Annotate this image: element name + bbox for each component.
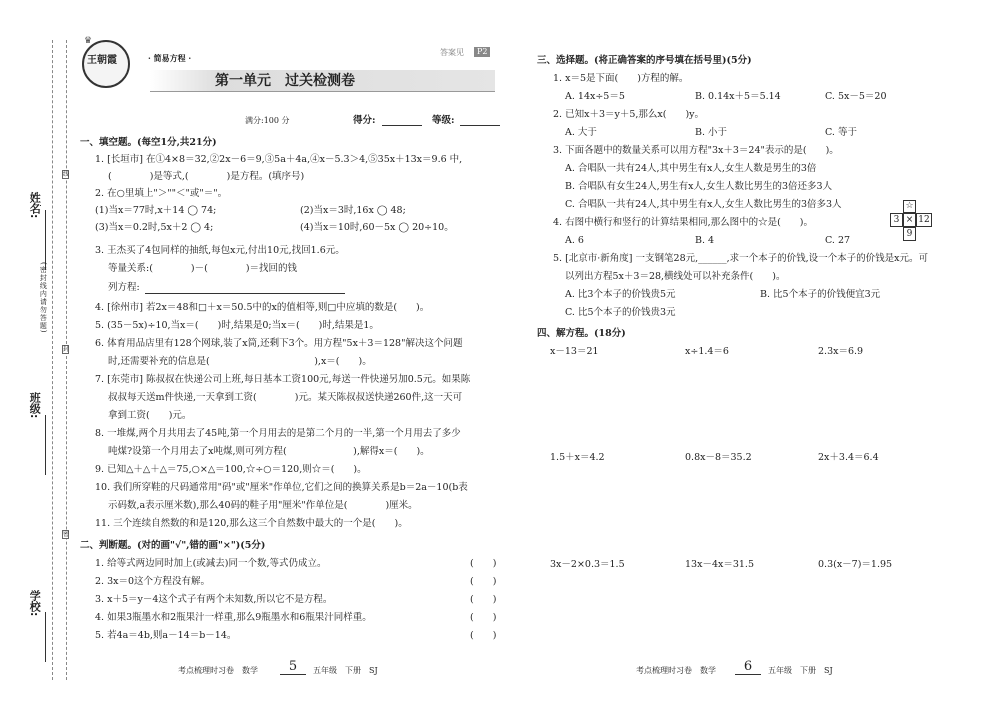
q6-line2: 时,还需要补充的信息是( ),x＝( )。 xyxy=(108,356,372,367)
section1-title: 一、填空题。(每空1分,共21分) xyxy=(80,137,217,148)
q3-relation: 等量关系:( )－( )＝找回的钱 xyxy=(108,263,298,274)
mc-q2-option-c: C. 等于 xyxy=(825,127,857,138)
q6-line1: 6. 体育用品店里有128个网球,装了x筒,还剩下3个。用方程"5x＋3＝128"解决这个问题 xyxy=(95,338,463,349)
equation-9: 0.3(x－7)＝1.95 xyxy=(818,559,893,570)
equation-5: 0.8x－8＝35.2 xyxy=(685,452,752,463)
equation-7: 3x－2×0.3＝1.5 xyxy=(550,559,625,570)
cut-line-outer xyxy=(52,40,53,680)
judge-item-4: 4. 如果3瓶墨水和2瓶果汁一样重,那么9瓶墨水和6瓶果汁同样重。 xyxy=(95,612,372,623)
section4-title: 四、解方程。(18分) xyxy=(537,328,626,339)
mc-q1-option-b: B. 0.14x＋5＝5.14 xyxy=(695,91,781,102)
footer-right-text: 考点梳理时习卷 数学 xyxy=(636,666,716,675)
star-icon: ☆ xyxy=(903,200,916,213)
equation-8: 13x－4x＝31.5 xyxy=(685,559,755,570)
judge-answer-3[interactable]: ( ) xyxy=(470,594,497,605)
q2: 2. 在○里填上"＞""＜"或"＝"。 xyxy=(95,188,228,199)
score-full: 满分:100 分 xyxy=(245,116,290,125)
q3: 3. 王杰买了4包同样的抽纸,每包x元,付出10元,找回1.6元。 xyxy=(95,245,345,256)
q8-line2: 吨煤?设第一个月用去了x吨煤,则可列方程( ),解得x＝( )。 xyxy=(108,446,430,457)
mc-q3: 3. 下面各题中的数量关系可以用方程"3x＋3＝24"表示的是( )。 xyxy=(553,145,839,156)
mc-q1-option-c: C. 5x－5＝20 xyxy=(825,91,887,102)
page-number-left: 5 xyxy=(280,659,306,675)
q7-line2: 叔叔每天送m件快递,一天拿到工资( )元。某天陈叔叔送快递260件,这一天可 xyxy=(108,392,463,403)
mc-q2-option-a: A. 大于 xyxy=(565,127,597,138)
mc-q5-line2: 以列出方程5x＋3＝28,横线处可以补充条件( )。 xyxy=(565,271,786,282)
score-label: 得分: xyxy=(353,115,376,126)
grade-label: 等级: xyxy=(432,115,455,126)
q2-item1: (1)当x＝77时,x＋14 ◯ 74; xyxy=(95,205,217,216)
answer-page-badge: P2 xyxy=(474,47,490,57)
equation-6: 2x＋3.4＝6.4 xyxy=(818,452,879,463)
mc-q2-option-b: B. 小于 xyxy=(695,127,728,138)
footer-right-grade: 五年级 下册 SJ xyxy=(768,666,833,675)
judge-answer-5[interactable]: ( ) xyxy=(470,630,497,641)
q7-line3: 拿到工资( )元。 xyxy=(108,410,192,421)
judge-answer-4[interactable]: ( ) xyxy=(470,612,497,623)
section2-title: 二、判断题。(对的画"√",错的画"×")(5分) xyxy=(80,540,266,551)
mc-q1-option-a: A. 14x÷5＝5 xyxy=(565,91,625,102)
footer-left-grade: 五年级 下册 SJ xyxy=(313,666,378,675)
binding-tick: 线 xyxy=(63,171,70,178)
mc-q3-option-c: C. 合唱队一共有24人,其中男生有x人,女生人数比男生的3倍多3人 xyxy=(565,199,842,210)
judge-item-2: 2. 3x＝0这个方程没有解。 xyxy=(95,576,211,587)
q10-line1: 10. 我们所穿鞋的尺码通常用"码"或"厘米"作单位,它们之间的换算关系是b＝2a－10(b表 xyxy=(95,482,468,493)
q4: 4. [徐州市] 若2x＝48和□＋x＝50.5中的x的值相等,则□中应填的数是( )。 xyxy=(95,302,430,313)
mc-q4-option-c: C. 27 xyxy=(825,235,851,246)
binding-tick: 密 xyxy=(63,531,70,538)
q1-line1: 1. [长垣市] 在①4×8＝32,②2x－6＝9,③5a＋4a,④x－5.3＞4,⑤35x＋13x＝9.6 中, xyxy=(95,154,463,165)
q7-line1: 7. [东莞市] 陈叔叔在快递公司上班,每日基本工资100元,每送一件快递另加0.5元。如果陈 xyxy=(95,374,471,385)
q9: 9. 已知△＋△＋△＝75,○×△＝100,☆÷○＝120,则☆＝( )。 xyxy=(95,464,367,475)
judge-answer-1[interactable]: ( ) xyxy=(470,558,497,569)
page-number-right: 6 xyxy=(735,659,761,675)
school-field-label: 学校: xyxy=(28,590,42,617)
name-field-label: 姓名: xyxy=(28,192,42,219)
page-title: 第一单元 过关检测卷 xyxy=(215,73,355,89)
mc-q3-option-b: B. 合唱队有女生24人,男生有x人,女生人数比男生的3倍还多3人 xyxy=(565,181,833,192)
q2-item4: (4)当x＝10时,60－5x ◯ 20÷10。 xyxy=(300,222,454,233)
mc-q4-option-a: A. 6 xyxy=(565,235,584,246)
judge-answer-2[interactable]: ( ) xyxy=(470,576,497,587)
q2-item3: (3)当x＝0.2时,5x＋2 ◯ 4; xyxy=(95,222,214,233)
mc-q5-option-c: C. 比5个本子的价钱贵3元 xyxy=(565,307,676,318)
equation-4: 1.5＋x＝4.2 xyxy=(550,452,605,463)
mc-q1: 1. x＝5是下面( )方程的解。 xyxy=(553,73,689,84)
brand-logo: 王朝霞 xyxy=(82,40,130,88)
q2-item2: (2)当x＝3时,16x ◯ 48; xyxy=(300,205,406,216)
mc-q4-option-b: B. 4 xyxy=(695,235,715,246)
mc-q2: 2. 已知x＋3＝y＋5,那么x( )y。 xyxy=(553,109,705,120)
cut-line-inner xyxy=(66,40,67,680)
class-field-label: 班级: xyxy=(28,392,42,419)
binding-tick: 封 xyxy=(63,346,70,353)
answer-ref: 答案见 xyxy=(440,48,464,57)
mc-q5-option-b: B. 比5个本子的价钱便宜3元 xyxy=(760,289,881,300)
judge-item-5: 5. 若4a＝4b,则a－14＝b－14。 xyxy=(95,630,237,641)
q10-line2: 示码数,a表示厘米数),那么40码的鞋子用"厘米"作单位是( )厘米。 xyxy=(108,500,418,511)
mc-q5-option-a: A. 比3个本子的价钱贵5元 xyxy=(565,289,676,300)
q1-line2: ( )是等式,( )是方程。(填序号) xyxy=(108,171,305,182)
q8-line1: 8. 一堆煤,两个月共用去了45吨,第一个月用去的是第二个月的一半,第一个月用去了多少 xyxy=(95,428,461,439)
equation-2: x÷1.4＝6 xyxy=(685,346,729,357)
q11: 11. 三个连续自然数的和是120,那么这三个自然数中最大的一个是( )。 xyxy=(95,518,408,529)
mc-q5-line1: 5. [北京市·新角度] 一支钢笔28元,______,求一个本子的价钱,设一个本子的价钱是x元。可 xyxy=(553,253,929,264)
unit-tag: · 简易方程 · xyxy=(148,53,192,63)
judge-item-3: 3. x＋5＝y－4这个式子有两个未知数,所以它不是方程。 xyxy=(95,594,333,605)
section3-title: 三、选择题。(将正确答案的序号填在括号里)(5分) xyxy=(537,55,752,66)
footer-left-text: 考点梳理时习卷 数学 xyxy=(178,666,258,675)
equation-3: 2.3x＝6.9 xyxy=(818,346,864,357)
mc-q3-option-a: A. 合唱队一共有24人,其中男生有x人,女生人数是男生的3倍 xyxy=(565,163,817,174)
q3-equation-label: 列方程: xyxy=(108,282,140,293)
judge-item-1: 1. 给等式两边同时加上(或减去)同一个数,等式仍成立。 xyxy=(95,558,327,569)
crown-icon: ♛ xyxy=(84,36,93,46)
seal-note: (密封线内请勿答题) xyxy=(39,262,48,334)
equation-1: x－13＝21 xyxy=(550,346,599,357)
q5: 5. (35－5x)÷10,当x＝( )时,结果是0;当x＝( )时,结果是1。 xyxy=(95,320,379,331)
mc-q4: 4. 右图中横行和竖行的计算结果相同,那么图中的☆是( )。 xyxy=(553,217,814,228)
